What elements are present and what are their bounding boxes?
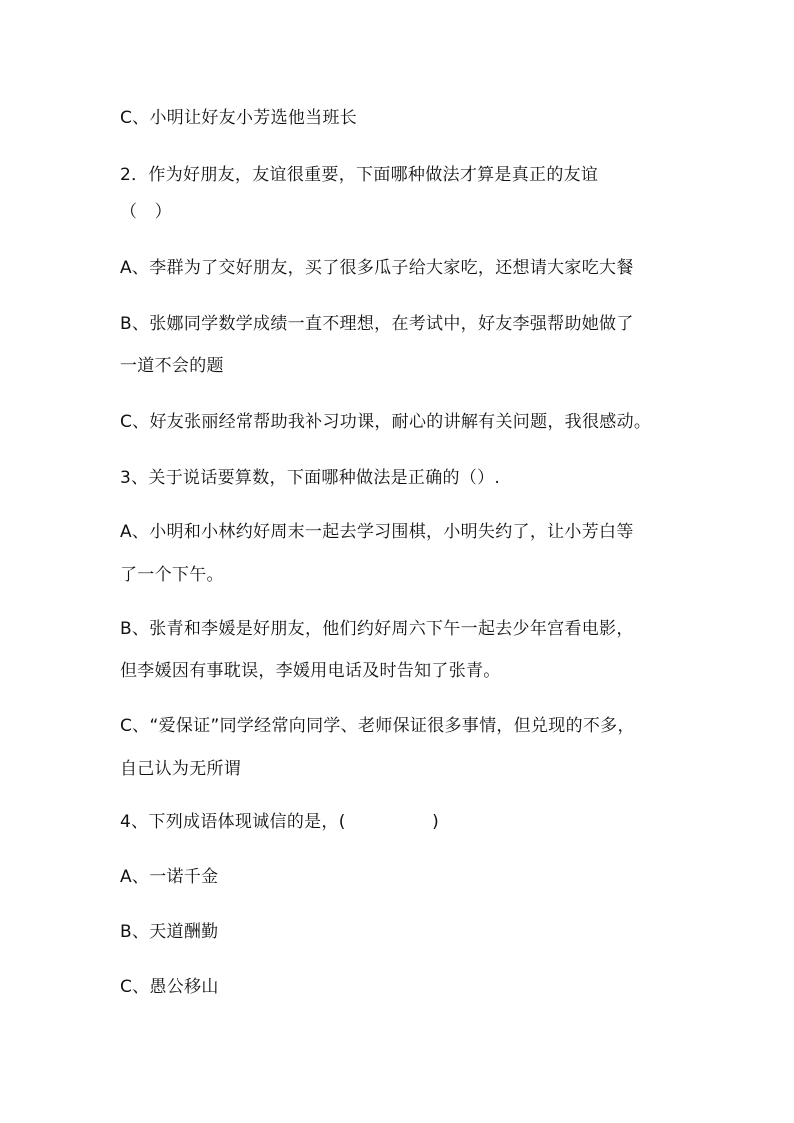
question-4-option-b: B、天道酬勤 — [120, 922, 219, 942]
question-3-option-a-cont: 了一个下午。 — [120, 565, 224, 585]
question-2-option-b: B、张娜同学数学成绩一直不理想，在考试中，好友李强帮助她做了 — [120, 314, 634, 334]
question-1-option-c: C、小明让好友小芳选他当班长 — [120, 108, 358, 128]
question-3-option-b: B、张青和李媛是好朋友，他们约好周六下午一起去少年宫看电影， — [120, 619, 634, 639]
question-3-stem: 3、关于说话要算数，下面哪种做法是正确的（）. — [120, 468, 501, 488]
question-3-option-a: A、小明和小林约好周末一起去学习围棋，小明失约了，让小芳白等 — [120, 522, 634, 542]
question-4-option-a: A、一诺千金 — [120, 867, 219, 887]
question-3-option-b-cont: 但李媛因有事耽误，李媛用电话及时告知了张青。 — [120, 661, 501, 681]
question-2-blank: （ ） — [120, 202, 172, 222]
question-2-option-b-cont: 一道不会的题 — [120, 356, 224, 376]
question-2-option-a: A、李群为了交好朋友，买了很多瓜子给大家吃，还想请大家吃大餐 — [120, 258, 634, 278]
question-2-stem: 2．作为好朋友，友谊很重要，下面哪种做法才算是真正的友谊 — [120, 165, 599, 185]
question-4-option-c: C、愚公移山 — [120, 977, 219, 997]
question-3-option-c: C、“爱保证”同学经常向同学、老师保证很多事情，但兑现的不多， — [120, 716, 635, 736]
question-4-stem: 4、下列成语体现诚信的是，( ) — [120, 812, 440, 832]
question-2-option-c: C、好友张丽经常帮助我补习功课，耐心的讲解有关问题，我很感动。 — [120, 412, 652, 432]
question-3-option-c-cont: 自己认为无所谓 — [120, 759, 242, 779]
